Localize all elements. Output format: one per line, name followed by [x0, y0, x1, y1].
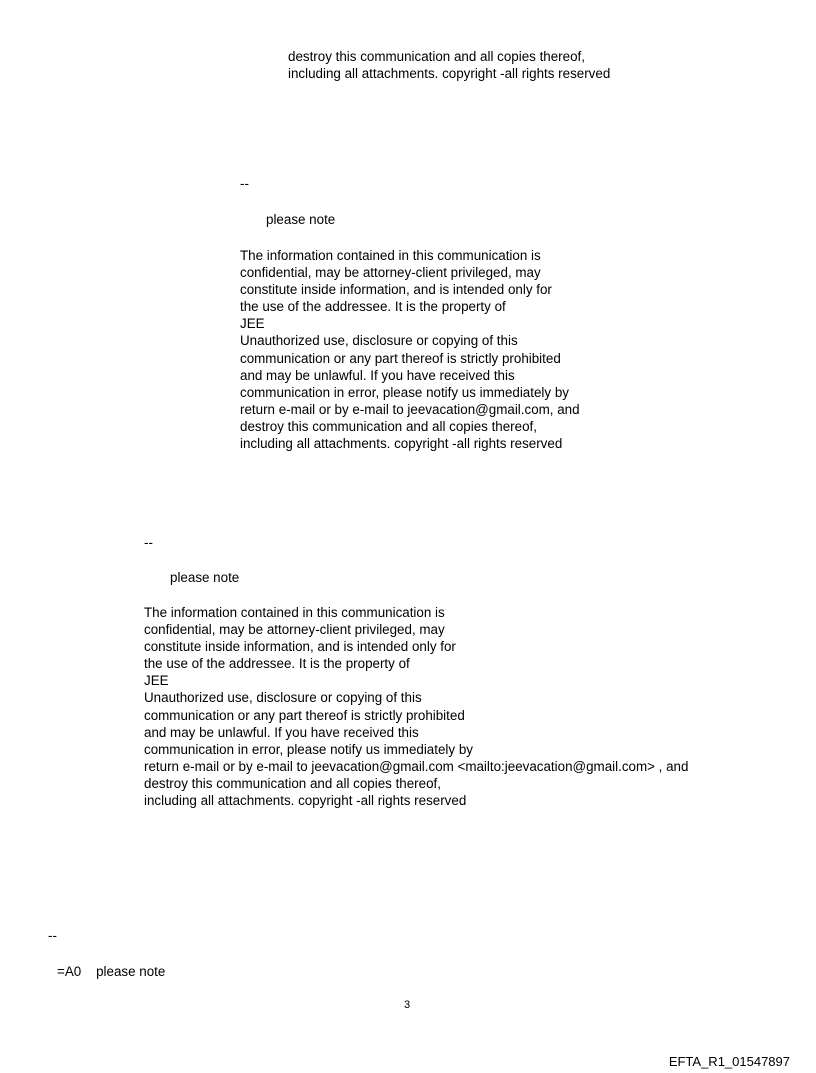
body-line: including all attachments. copyright -all rights reserved	[288, 66, 611, 82]
body-line: destroy this communication and all copies thereof,	[240, 418, 537, 434]
body-line: destroy this communication and all copies thereof,	[144, 775, 441, 791]
separator: --	[144, 535, 153, 550]
body-line: and may be unlawful. If you have received this	[240, 367, 515, 383]
body-line: and may be unlawful. If you have received this	[144, 724, 419, 740]
body-line: confidential, may be attorney-client privileged, may	[240, 265, 541, 281]
body-line: including all attachments. copyright -all rights reserved	[240, 436, 563, 452]
body-line: communication in error, please notify us immediately by	[240, 384, 569, 400]
body-line: including all attachments. copyright -all rights reserved	[144, 793, 467, 809]
body-line: communication in error, please notify us immediately by	[144, 741, 473, 757]
body-line: constitute inside information, and is intended only for	[240, 282, 552, 298]
section-heading: please note	[266, 212, 336, 227]
body-line: communication or any part thereof is strictly prohibited	[240, 350, 561, 366]
body-line: JEE	[240, 316, 265, 332]
body-line: The information contained in this communication is	[144, 605, 445, 620]
body-line: Unauthorized use, disclosure or copying of this	[240, 333, 518, 349]
top-fragment	[288, 48, 610, 82]
section-heading: =A0 please note	[57, 964, 166, 979]
body-line: destroy this communication and all copies thereof,	[288, 49, 585, 64]
body-line: return e-mail or by e-mail to jeevacation@gmail.com, and	[240, 401, 580, 417]
disclaimer-body	[240, 247, 580, 452]
section-heading: please note	[170, 570, 240, 585]
body-line: the use of the addressee. It is the property of	[240, 299, 506, 315]
separator: --	[48, 928, 57, 943]
body-line: communication or any part thereof is strictly prohibited	[144, 707, 465, 723]
body-line: constitute inside information, and is intended only for	[144, 639, 456, 655]
body-line: JEE	[144, 673, 169, 689]
separator: --	[240, 176, 249, 191]
body-line: The information contained in this communication is	[240, 248, 541, 263]
body-line: confidential, may be attorney-client privileged, may	[144, 622, 445, 638]
body-line: Unauthorized use, disclosure or copying of this	[144, 690, 422, 706]
disclaimer-body	[144, 604, 688, 809]
document-id: EFTA_R1_01547897	[668, 1054, 790, 1069]
page-number: 3	[404, 999, 411, 1011]
body-line: the use of the addressee. It is the property of	[144, 656, 410, 672]
body-line: return e-mail or by e-mail to jeevacation@gmail.com <mailto:jeevacation@gmail.com> , and	[144, 758, 689, 774]
